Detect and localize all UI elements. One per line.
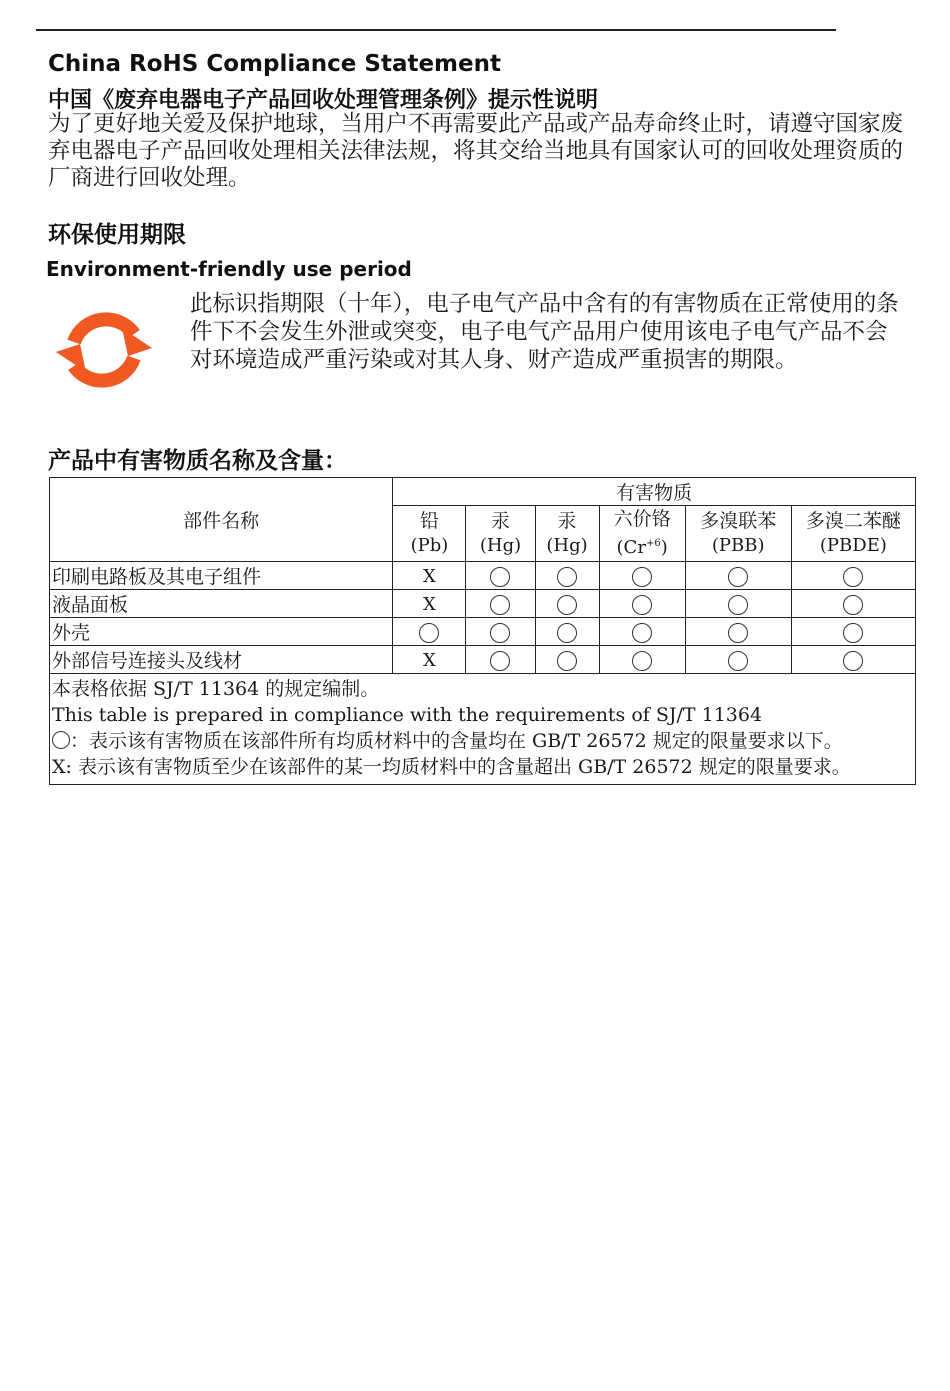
circle-icon <box>490 651 510 671</box>
env-period-heading-en: Environment-friendly use period <box>46 257 412 281</box>
substance-mark-cell <box>685 562 791 590</box>
part-name-cell: 印刷电路板及其电子组件 <box>50 562 393 590</box>
env-period-heading-cn: 环保使用期限 <box>48 222 186 248</box>
substance-table-title: 产品中有害物质名称及含量： <box>48 448 347 474</box>
table-row <box>50 618 916 646</box>
circle-icon <box>632 595 652 615</box>
substance-mark-cell <box>599 590 685 618</box>
exceeds-limit-mark: X <box>423 649 436 671</box>
substance-mark-cell <box>393 590 466 618</box>
circle-icon <box>843 567 863 587</box>
part-name-cell: 外壳 <box>50 618 393 646</box>
substance-mark-cell <box>599 646 685 674</box>
substance-mark-cell <box>685 590 791 618</box>
page-title-cn: 中国《废弃电器电子产品回收处理管理条例》提示性说明 <box>48 88 599 113</box>
circle-icon <box>490 595 510 615</box>
recycle-arrows-icon <box>52 304 156 396</box>
substance-header-hg-2: 汞 (Hg) <box>535 506 599 562</box>
substance-mark-cell <box>393 562 466 590</box>
part-name-cell: 液晶面板 <box>50 590 393 618</box>
circle-icon <box>557 595 577 615</box>
table-row <box>50 562 916 590</box>
substance-mark-cell <box>535 646 599 674</box>
table-row <box>50 590 916 618</box>
part-name-header: 部件名称 <box>50 478 393 562</box>
circle-icon <box>632 623 652 643</box>
circle-icon <box>843 595 863 615</box>
hazardous-substance-header: 有害物质 <box>393 478 916 506</box>
substance-header-cr6: 六价铬 $(Cr^{+6})$ <box>599 506 685 562</box>
circle-icon <box>728 651 748 671</box>
top-divider <box>36 29 836 31</box>
substance-mark-cell <box>685 618 791 646</box>
substance-mark-cell <box>535 618 599 646</box>
substance-mark-cell <box>791 562 915 590</box>
circle-icon <box>52 731 70 749</box>
substance-header-hg: 汞 (Hg) <box>466 506 535 562</box>
exceeds-limit-mark: X <box>423 565 436 587</box>
exceeds-limit-mark: X <box>423 593 436 615</box>
substance-header-pbb: 多溴联苯 (PBB) <box>685 506 791 562</box>
substance-mark-cell <box>791 618 915 646</box>
substance-mark-cell <box>685 646 791 674</box>
substance-mark-cell <box>393 646 466 674</box>
circle-icon <box>728 595 748 615</box>
table-row <box>50 646 916 674</box>
substance-mark-cell <box>466 590 535 618</box>
hazardous-substance-table <box>49 477 916 785</box>
env-period-description: 此标识指期限（十年），电子电气产品中含有的有害物质在正常使用的条件下不会发生外泄或突变，电子电气产品用户使用该电子电气产品不会对环境造成严重污染或对其人身、财产造成严重损害的期限。 <box>190 291 899 373</box>
note-x-meaning: X: 表示该有害物质至少在该部件的某一均质材料中的含量超出 GB/T 26572 规定的限量要求。 <box>52 756 851 778</box>
circle-icon <box>632 567 652 587</box>
substance-mark-cell <box>599 562 685 590</box>
substance-header-pbde: 多溴二苯醚 (PBDE) <box>791 506 915 562</box>
circle-icon <box>843 651 863 671</box>
circle-icon <box>557 567 577 587</box>
circle-icon <box>419 623 439 643</box>
substance-mark-cell <box>535 590 599 618</box>
substance-mark-cell <box>466 646 535 674</box>
intro-paragraph: 为了更好地关爱及保护地球，当用户不再需要此产品或产品寿命终止时，请遵守国家废弃电器电子产品回收处理相关法律法规，将其交给当地具有国家认可的回收处理资质的厂商进行回收处理。 <box>48 111 904 191</box>
part-name-cell: 外部信号连接头及线材 <box>50 646 393 674</box>
circle-icon <box>843 623 863 643</box>
note-circle-meaning: ：表示该有害物质在该部件所有均质材料中的含量均在 GB/T 26572 规定的限量要求以下。 <box>52 728 913 754</box>
table-notes <box>50 674 916 785</box>
circle-icon <box>632 651 652 671</box>
circle-icon <box>490 623 510 643</box>
substance-mark-cell <box>791 590 915 618</box>
circle-icon <box>728 567 748 587</box>
substance-mark-cell <box>466 618 535 646</box>
circle-icon <box>557 651 577 671</box>
substance-header-pb: 铅 (Pb) <box>393 506 466 562</box>
note-standard-en: This table is prepared in compliance with the requirements of SJ/T 11364 <box>52 704 763 726</box>
substance-mark-cell <box>393 618 466 646</box>
substance-mark-cell <box>599 618 685 646</box>
circle-icon <box>490 567 510 587</box>
note-standard-cn: 本表格依据 SJ/T 11364 的规定编制。 <box>52 678 380 700</box>
page-title-en: China RoHS Compliance Statement <box>48 51 501 77</box>
substance-mark-cell <box>791 646 915 674</box>
substance-mark-cell <box>466 562 535 590</box>
circle-icon <box>728 623 748 643</box>
circle-icon <box>557 623 577 643</box>
substance-mark-cell <box>535 562 599 590</box>
